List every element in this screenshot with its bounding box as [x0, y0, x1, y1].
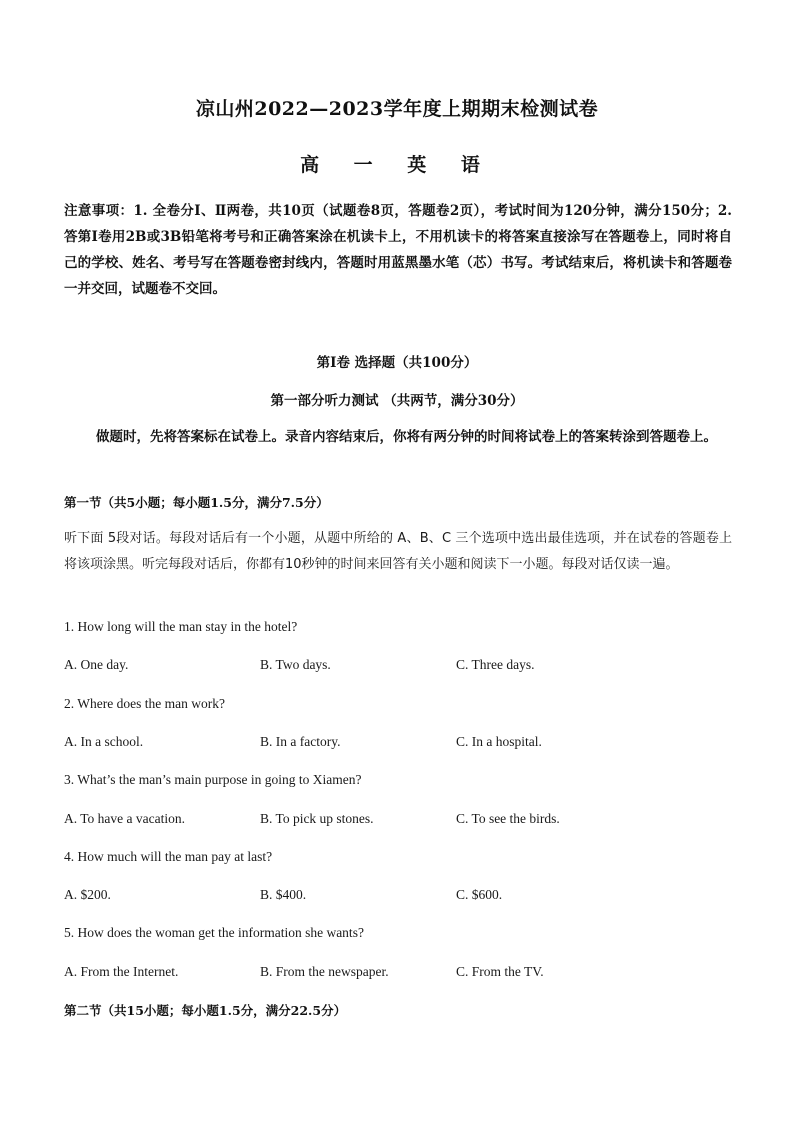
- option-b: B. In a factory.: [260, 734, 341, 749]
- exam-title: 凉山州2022—2023学年度上期期末检测试卷: [195, 98, 599, 120]
- option-b: B. To pick up stones.: [260, 811, 374, 826]
- question-stem: 2. Where does the man work?: [64, 696, 225, 711]
- option-a: A. $200.: [64, 887, 111, 902]
- volume-title: 第Ⅰ卷 选择题（共100分）: [316, 355, 478, 371]
- exam-subject: 高 一 英 语: [300, 154, 494, 176]
- listening-instruction: 做题时，先将答案标在试卷上。录音内容结束后，你将有两分钟的时间将试卷上的答案转涂到答题卷上。: [96, 429, 717, 445]
- option-b: B. $400.: [260, 887, 307, 902]
- option-c: C. To see the birds.: [456, 811, 560, 826]
- option-a: A. One day.: [64, 657, 129, 672]
- question-stem: 3. What’s the man’s main purpose in going to Xiamen?: [64, 772, 362, 787]
- option-a: A. From the Internet.: [64, 964, 179, 979]
- option-b: B. Two days.: [260, 657, 331, 672]
- question-stem: 5. How does the woman get the information she wants?: [64, 925, 364, 940]
- option-b: B. From the newspaper.: [260, 964, 389, 979]
- option-c: C. Three days.: [456, 657, 535, 672]
- section-one-title: 第一节（共5小题；每小题1.5分，满分7.5分）: [64, 495, 329, 510]
- option-c: C. In a hospital.: [456, 734, 542, 749]
- listening-part-title: 第一部分听力测试 （共两节，满分30分）: [270, 393, 524, 409]
- exam-notice: 注意事项：1. 全卷分Ⅰ、Ⅱ两卷，共10页（试题卷8页，答题卷2页），考试时间为120分钟，满分150分；2. 答第Ⅰ卷用2B或3B铅笔将考号和正确答案涂在机读卡上，不用机读卡的将答案直接涂写在答题卷上，同时将自己的学校、姓名、考号写在答题卷密封线内，答题时用蓝黑墨水笔（芯）书写。考试结束后，将机读卡和答题卷一并交回，试题卷不交回。: [64, 203, 732, 297]
- option-c: C. $600.: [456, 887, 503, 902]
- option-c: C. From the TV.: [456, 964, 544, 979]
- section-one-instruction: 听下面 5段对话。每段对话后有一个小题，从题中所给的 A、B、C 三个选项中选出最佳选项，并在试卷的答题卷上将该项涂黑。听完每段对话后，你都有10秒钟的时间来回答有关小题和阅读下一小题。每段对话仅读一遍。: [64, 531, 732, 572]
- option-a: A. To have a vacation.: [64, 811, 186, 826]
- question-stem: 4. How much will the man pay at last?: [64, 849, 273, 864]
- option-a: A. In a school.: [64, 734, 144, 749]
- section-two-title: 第二节（共15小题；每小题1.5分，满分22.5分）: [64, 1003, 347, 1018]
- question-stem: 1. How long will the man stay in the hotel?: [64, 619, 298, 634]
